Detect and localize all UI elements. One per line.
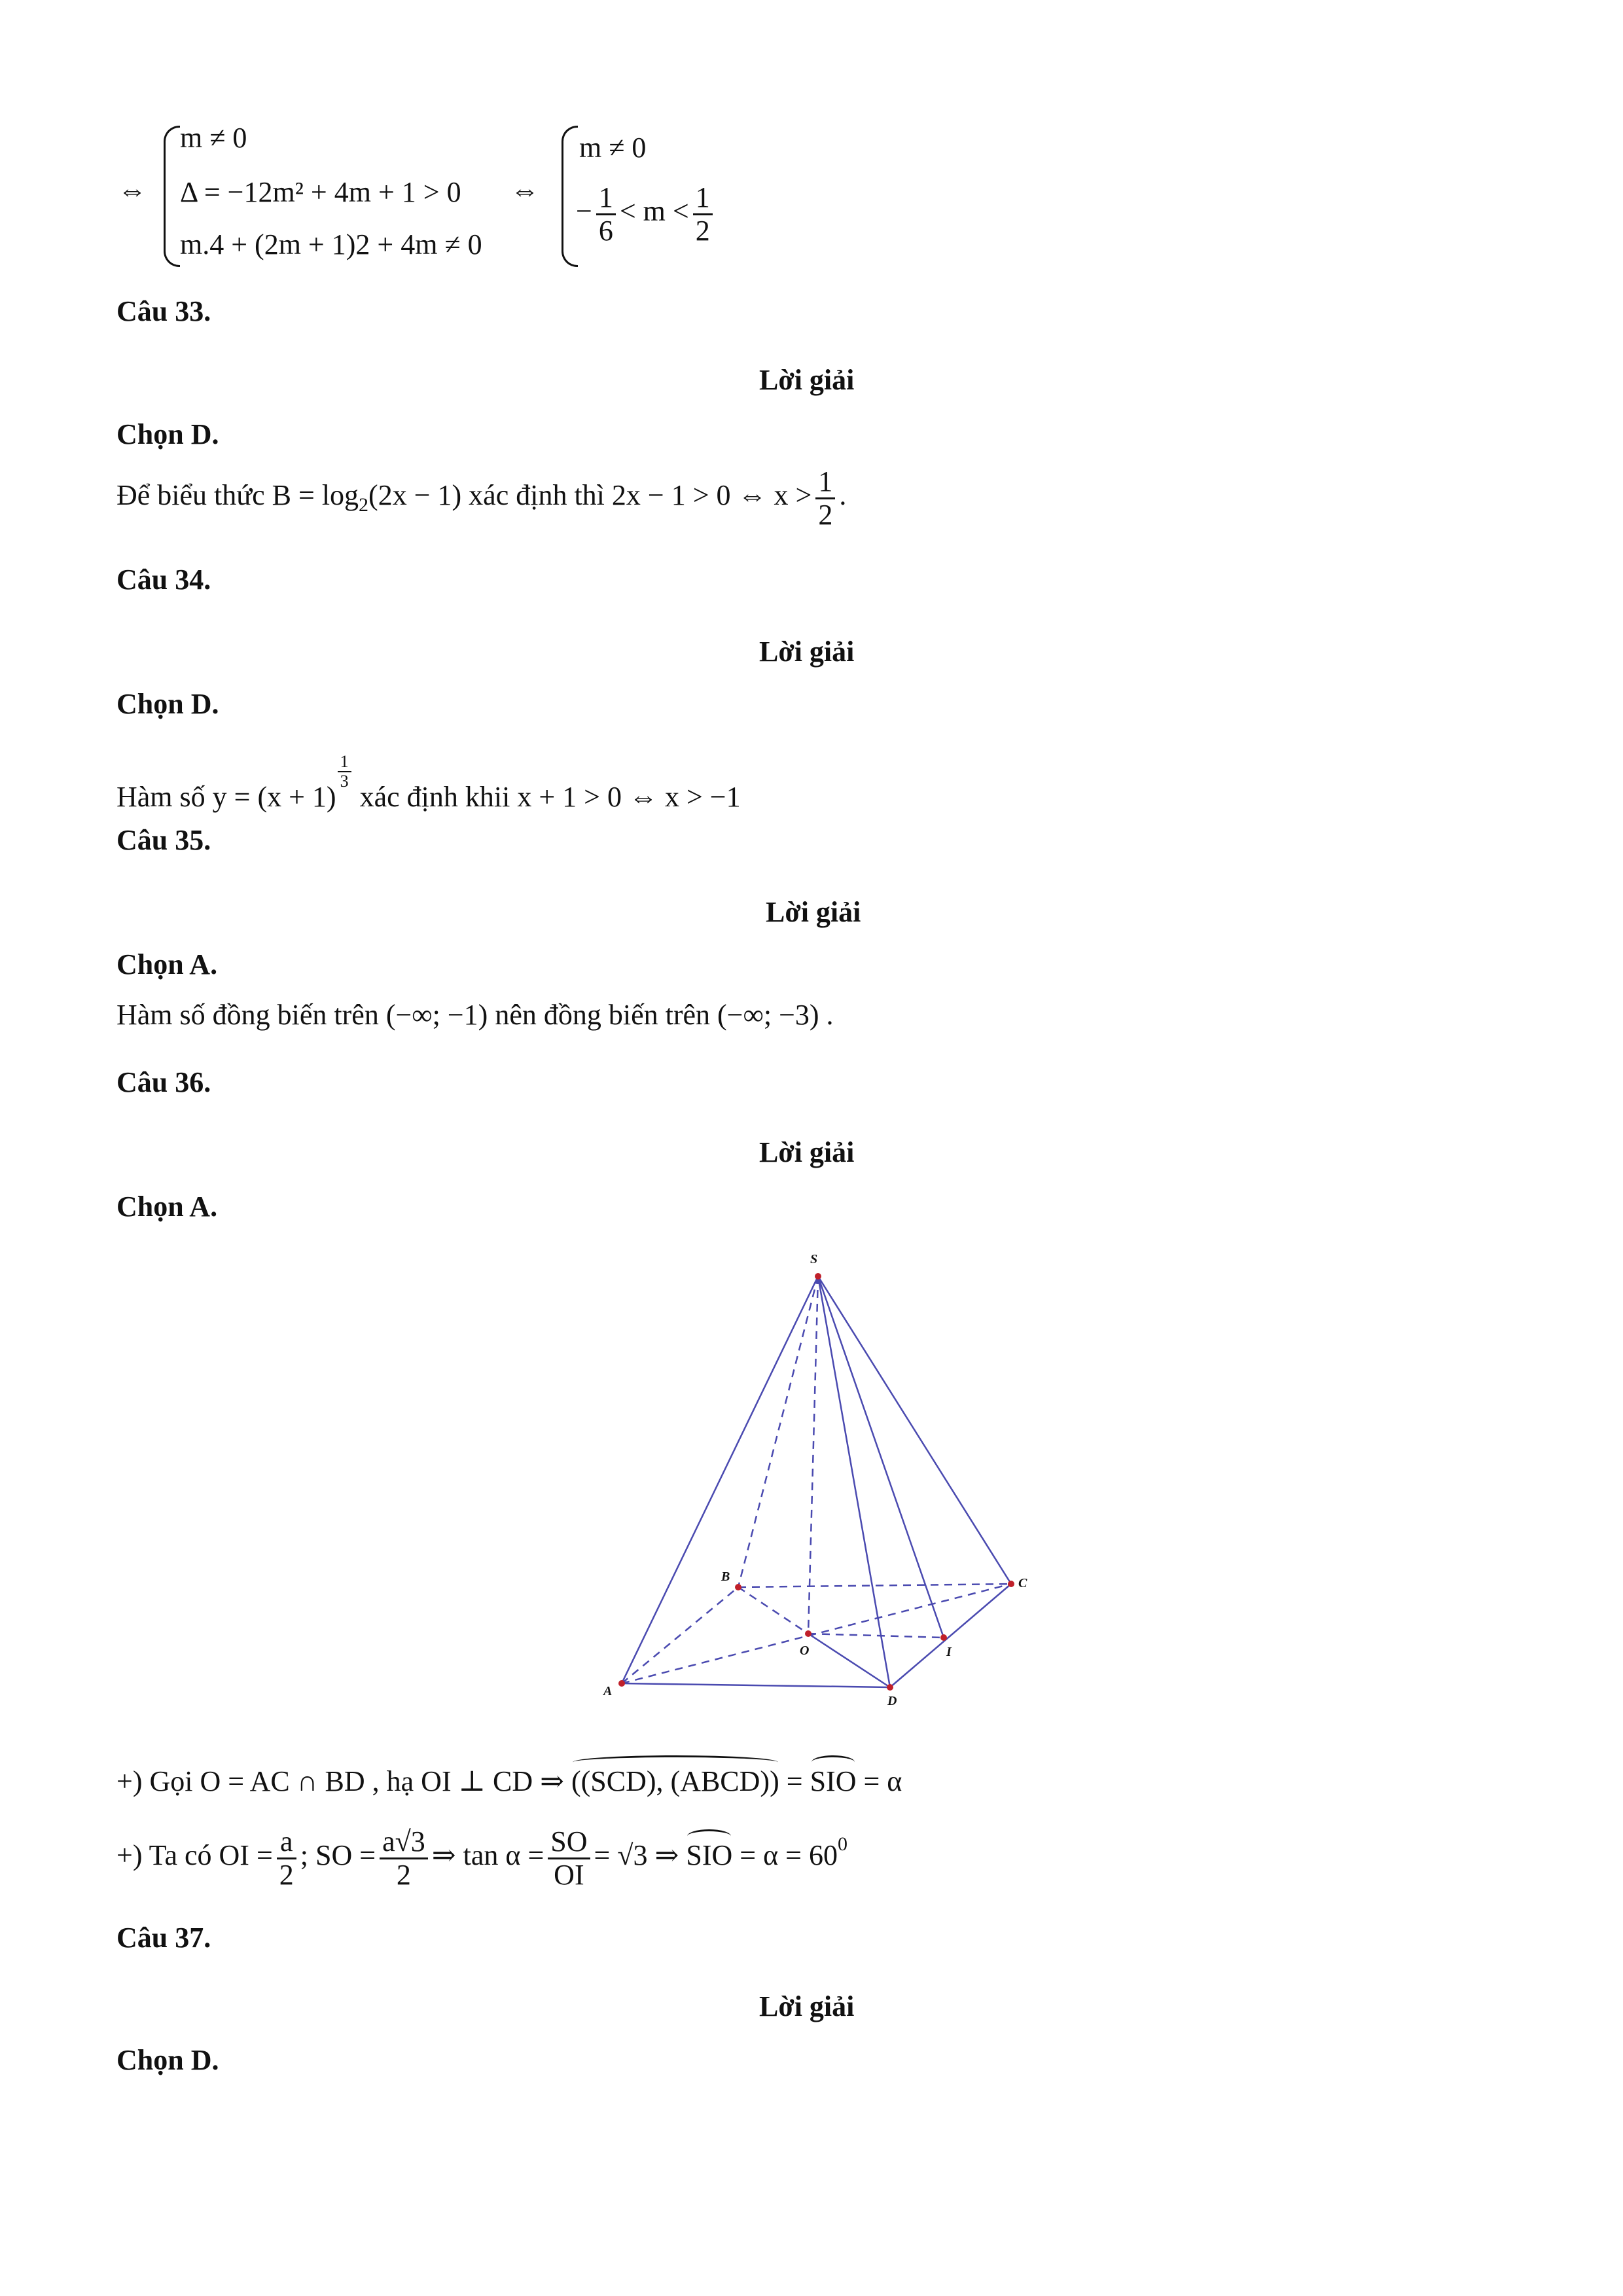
- edge-BC: [738, 1584, 1011, 1587]
- angle-sio-2: SIO: [686, 1835, 732, 1872]
- label-C: C: [1018, 1576, 1027, 1590]
- q36-choice: Chọn A.: [116, 1191, 218, 1223]
- point-B: [735, 1584, 741, 1590]
- edge-DC: [890, 1584, 1011, 1687]
- q34-solution-heading: Lời giải: [759, 636, 855, 668]
- right-line-2: [576, 182, 717, 246]
- point-D: [887, 1684, 893, 1691]
- iff-symbol-2: ⇔: [510, 174, 539, 206]
- q34-title: Câu 34.: [116, 564, 211, 596]
- fraction-so-over-oi: $\frac{SO}{OI}$: [548, 1826, 590, 1890]
- left-line-3: m.4 + (2m + 1)2 + 4m ≠ 0: [180, 228, 482, 260]
- label-O: O: [800, 1643, 810, 1658]
- q33-title: Câu 33.: [116, 295, 211, 327]
- q35-choice: Chọn A.: [116, 948, 218, 980]
- edge-SC: [818, 1276, 1011, 1584]
- edge-SB: [738, 1276, 818, 1587]
- label-S: S: [810, 1252, 818, 1266]
- point-I: [940, 1634, 947, 1641]
- q35-solution-heading: Lời giải: [766, 896, 861, 928]
- label-D: D: [887, 1694, 897, 1708]
- q33-choice: Chọn D.: [116, 418, 219, 450]
- right-line-2-mid: < m <: [619, 195, 689, 228]
- q33-solution-heading: Lời giải: [759, 364, 855, 396]
- iff-symbol: ⇔: [118, 174, 147, 206]
- edge-SI: [818, 1276, 944, 1638]
- label-B: B: [721, 1570, 730, 1584]
- diag-BO: [738, 1587, 808, 1634]
- q35-title: Câu 35.: [116, 824, 211, 856]
- q36-solution-heading: Lời giải: [759, 1136, 855, 1168]
- q36-line-1: +) Gọi O = AC ∩ BD , hạ OI ⊥ CD ⇒ ((SCD), (ABCD)) = SIO = α: [116, 1761, 902, 1798]
- fraction-one-half: $\frac{1}{2}$: [693, 182, 713, 246]
- q37-solution-heading: Lời giải: [759, 1990, 855, 2022]
- segment-OI: [808, 1634, 944, 1638]
- label-A: A: [603, 1684, 613, 1698]
- right-line-2-minus: −: [576, 195, 592, 228]
- edge-AD: [622, 1683, 890, 1687]
- q33-text: Để biểu thức $B = \log_2(2x - 1)$ xác định thì 2x − 1 > 0 ⇔ x > $\frac{1}{2}$ .: [116, 465, 847, 531]
- q34-exponent: $\frac{1}{3}$: [338, 753, 351, 791]
- edge-SD: [818, 1276, 890, 1687]
- fraction-one-sixth: $\frac{1}{6}$: [596, 182, 616, 246]
- point-A: [618, 1680, 625, 1687]
- q36-title: Câu 36.: [116, 1066, 211, 1098]
- point-C: [1008, 1581, 1014, 1587]
- point-S: [815, 1273, 821, 1280]
- q37-title: Câu 37.: [116, 1922, 211, 1954]
- fraction-a-over-2: $\frac{a}{2}$: [277, 1826, 296, 1890]
- point-O: [805, 1630, 812, 1637]
- q36-line-2: +) Ta có OI = $\frac{a}{2}$ ; SO = $\frac{a√3}{2}$ ⇒ tan α = $\frac{SO}{OI}$ = √3 ⇒ SIO = $\alpha = 60^0$: [116, 1825, 847, 1891]
- pyramid-figure: [576, 1230, 1060, 1728]
- edge-SA: [622, 1276, 818, 1683]
- left-brace: [164, 126, 180, 267]
- right-line-1: m ≠ 0: [579, 132, 647, 164]
- left-line-1: m ≠ 0: [180, 122, 247, 154]
- edge-SO: [808, 1276, 818, 1634]
- angle-sio: SIO: [810, 1761, 857, 1798]
- label-I: I: [946, 1645, 952, 1659]
- segment-OD: [808, 1634, 890, 1687]
- q33-fraction: $\frac{1}{2}$: [815, 466, 835, 530]
- q34-text: Hàm số y = (x + 1) $\frac{1}{3}$ xác định khii x + 1 > 0 ⇔ x > −1: [116, 752, 741, 814]
- left-line-2: Δ = −12m² + 4m + 1 > 0: [180, 176, 461, 208]
- q34-choice: Chọn D.: [116, 688, 219, 720]
- q37-choice: Chọn D.: [116, 2044, 219, 2076]
- angle-planes: ((SCD), (ABCD)): [571, 1761, 779, 1798]
- fraction-a-sqrt3-over-2: $\frac{a√3}{2}$: [380, 1826, 428, 1890]
- q35-text: Hàm số đồng biến trên (−∞; −1) nên đồng biến trên (−∞; −3) .: [116, 999, 834, 1031]
